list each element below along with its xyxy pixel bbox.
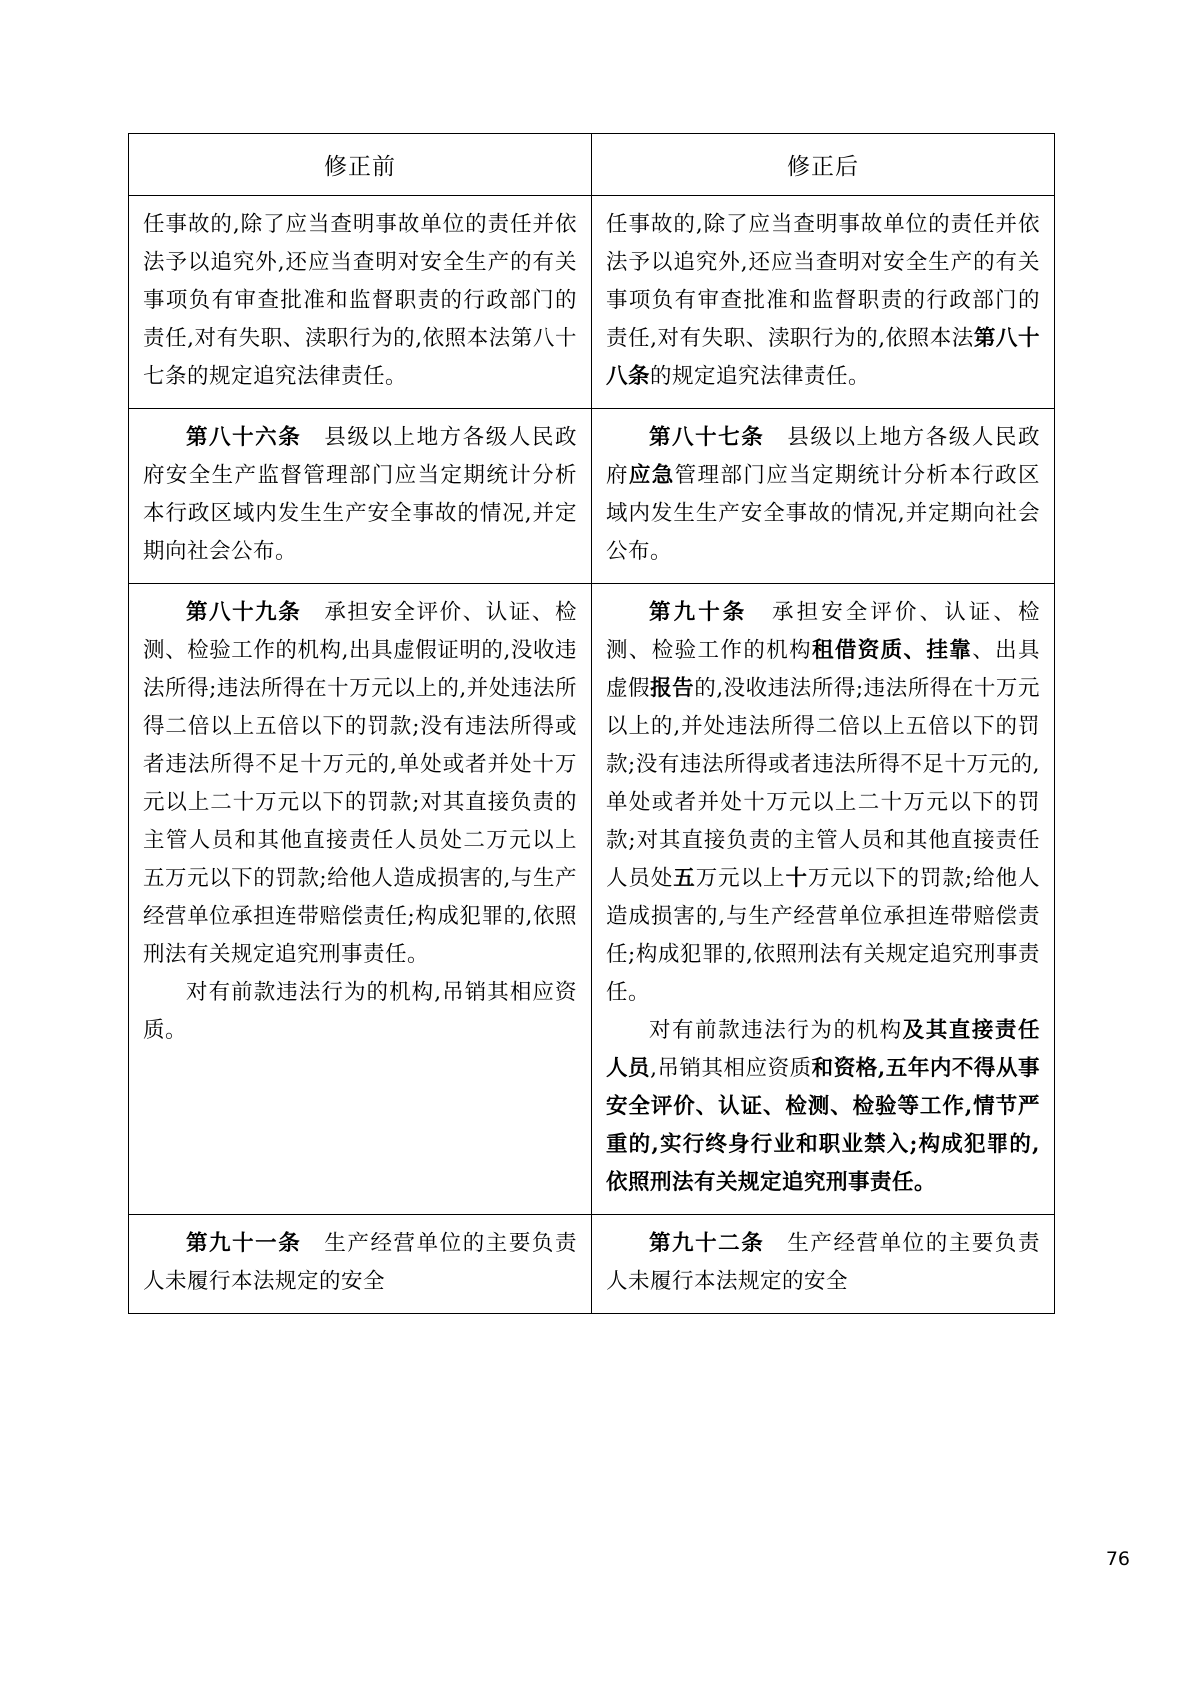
cell-text-before	[143, 206, 577, 396]
table-cell-after	[592, 584, 1055, 1215]
table-cell-after	[592, 196, 1055, 409]
emphasized-text: 第八十七条	[649, 425, 765, 450]
body-text: 对有前款违法行为的机构	[649, 1018, 903, 1043]
table-cell-before	[129, 409, 592, 584]
body-text: 承担安全评价、认证、检测、检验工作的机构,出具虚假证明的,没收违法所得;违法所得在十万元以上的,并处违法所得二倍以上五倍以下的罚款;没有违法所得或者违法所得不足十万元的,单处或者并处十万元以上二十万元以下的罚款;对其直接负责的主管人员和其他直接责任人员处二万元以上五万元以下的罚款;给他人造成损害的,与生产经营单位承担连带赔偿责任;构成犯罪的,依照刑法有关规定追究刑事责任。	[143, 600, 577, 967]
body-text: 的,没收违法所得;违法所得在十万元以上的,并处违法所得二倍以上五倍以下的罚款;没有违法所得或者违法所得不足十万元的,单处或者并处十万元以上二十万元以下的罚款;对其直接负责的主管人员和其他直接责任人员处	[606, 676, 1040, 891]
paragraph	[143, 419, 577, 571]
body-text: ,吊销其相应资质	[650, 1056, 812, 1081]
emphasized-text: 十	[785, 866, 808, 891]
column-header-after: 修正后	[592, 134, 1055, 196]
comparison-table-wrapper	[128, 133, 1040, 1314]
body-text: 、出具虚假	[606, 638, 1040, 701]
cell-text-after	[606, 594, 1040, 1202]
emphasized-text: 应急	[628, 463, 675, 488]
body-text: 县级以上地方各级人民政府	[606, 425, 1040, 488]
paragraph	[606, 594, 1040, 1012]
table-header-row	[129, 134, 1055, 196]
body-text: 万元以上	[695, 866, 786, 891]
page-number: 76	[1105, 1548, 1130, 1570]
emphasized-text: 报告	[650, 676, 695, 701]
body-text: 万元以下的罚款;给他人造成损害的,与生产经营单位承担连带赔偿责任;构成犯罪的,依照刑法有关规定追究刑事责任。	[606, 866, 1040, 1005]
table-cell-before	[129, 196, 592, 409]
table-cell-after	[592, 1215, 1055, 1314]
emphasized-text: 第八十六条	[186, 425, 302, 450]
emphasized-text: 租借资质、挂靠	[811, 638, 973, 663]
table-cell-before	[129, 1215, 592, 1314]
table-row	[129, 196, 1055, 409]
table-row	[129, 584, 1055, 1215]
column-header-before: 修正前	[129, 134, 592, 196]
emphasized-text: 第九十一条	[186, 1231, 302, 1256]
emphasized-text: 五	[673, 866, 696, 891]
emphasized-text: 第八十八条	[606, 326, 1040, 389]
emphasized-text: 第九十二条	[649, 1231, 765, 1256]
body-text: 县级以上地方各级人民政府安全生产监督管理部门应当定期统计分析本行政区域内发生生产安全事故的情况,并定期向社会公布。	[143, 425, 577, 564]
cell-text-after	[606, 419, 1040, 571]
paragraph	[606, 1225, 1040, 1301]
paragraph	[606, 206, 1040, 396]
body-text: 对有前款违法行为的机构,吊销其相应资质。	[143, 980, 577, 1043]
paragraph	[143, 1225, 577, 1301]
table-row	[129, 1215, 1055, 1314]
cell-text-before	[143, 594, 577, 1050]
paragraph	[143, 594, 577, 974]
paragraph	[143, 974, 577, 1050]
paragraph	[606, 1012, 1040, 1202]
cell-text-after	[606, 206, 1040, 396]
body-text: 承担安全评价、认证、检测、检验工作的机构	[606, 600, 1040, 663]
body-text: 任事故的,除了应当查明事故单位的责任并依法予以追究外,还应当查明对安全生产的有关事项负有审查批准和监督职责的行政部门的责任,对有失职、渎职行为的,依照本法第八十七条的规定追究法律责任。	[143, 212, 577, 389]
table-header	[129, 134, 1055, 196]
table-cell-after	[592, 409, 1055, 584]
table-body	[129, 196, 1055, 1314]
body-text: 生产经营单位的主要负责人未履行本法规定的安全	[143, 1231, 577, 1294]
body-text: 任事故的,除了应当查明事故单位的责任并依法予以追究外,还应当查明对安全生产的有关事项负有审查批准和监督职责的行政部门的责任,对有失职、渎职行为的,依照本法	[606, 212, 1040, 351]
body-text: 生产经营单位的主要负责人未履行本法规定的安全	[606, 1231, 1040, 1294]
cell-text-before	[143, 1225, 577, 1301]
paragraph	[143, 206, 577, 396]
table-cell-before	[129, 584, 592, 1215]
emphasized-text: 和资格,五年内不得从事安全评价、认证、检测、检验等工作,情节严重的,实行终身行业和职业禁入;构成犯罪的,依照刑法有关规定追究刑事责任。	[606, 1056, 1040, 1195]
amendment-comparison-table	[128, 133, 1055, 1314]
table-row	[129, 409, 1055, 584]
body-text: 管理部门应当定期统计分析本行政区域内发生生产安全事故的情况,并定期向社会公布。	[606, 463, 1040, 564]
paragraph	[606, 419, 1040, 571]
cell-text-after	[606, 1225, 1040, 1301]
emphasized-text: 及其直接责任人员	[606, 1018, 1040, 1081]
cell-text-before	[143, 419, 577, 571]
emphasized-text: 第九十条	[649, 600, 748, 625]
body-text: 的规定追究法律责任。	[650, 364, 871, 389]
emphasized-text: 第八十九条	[186, 600, 302, 625]
